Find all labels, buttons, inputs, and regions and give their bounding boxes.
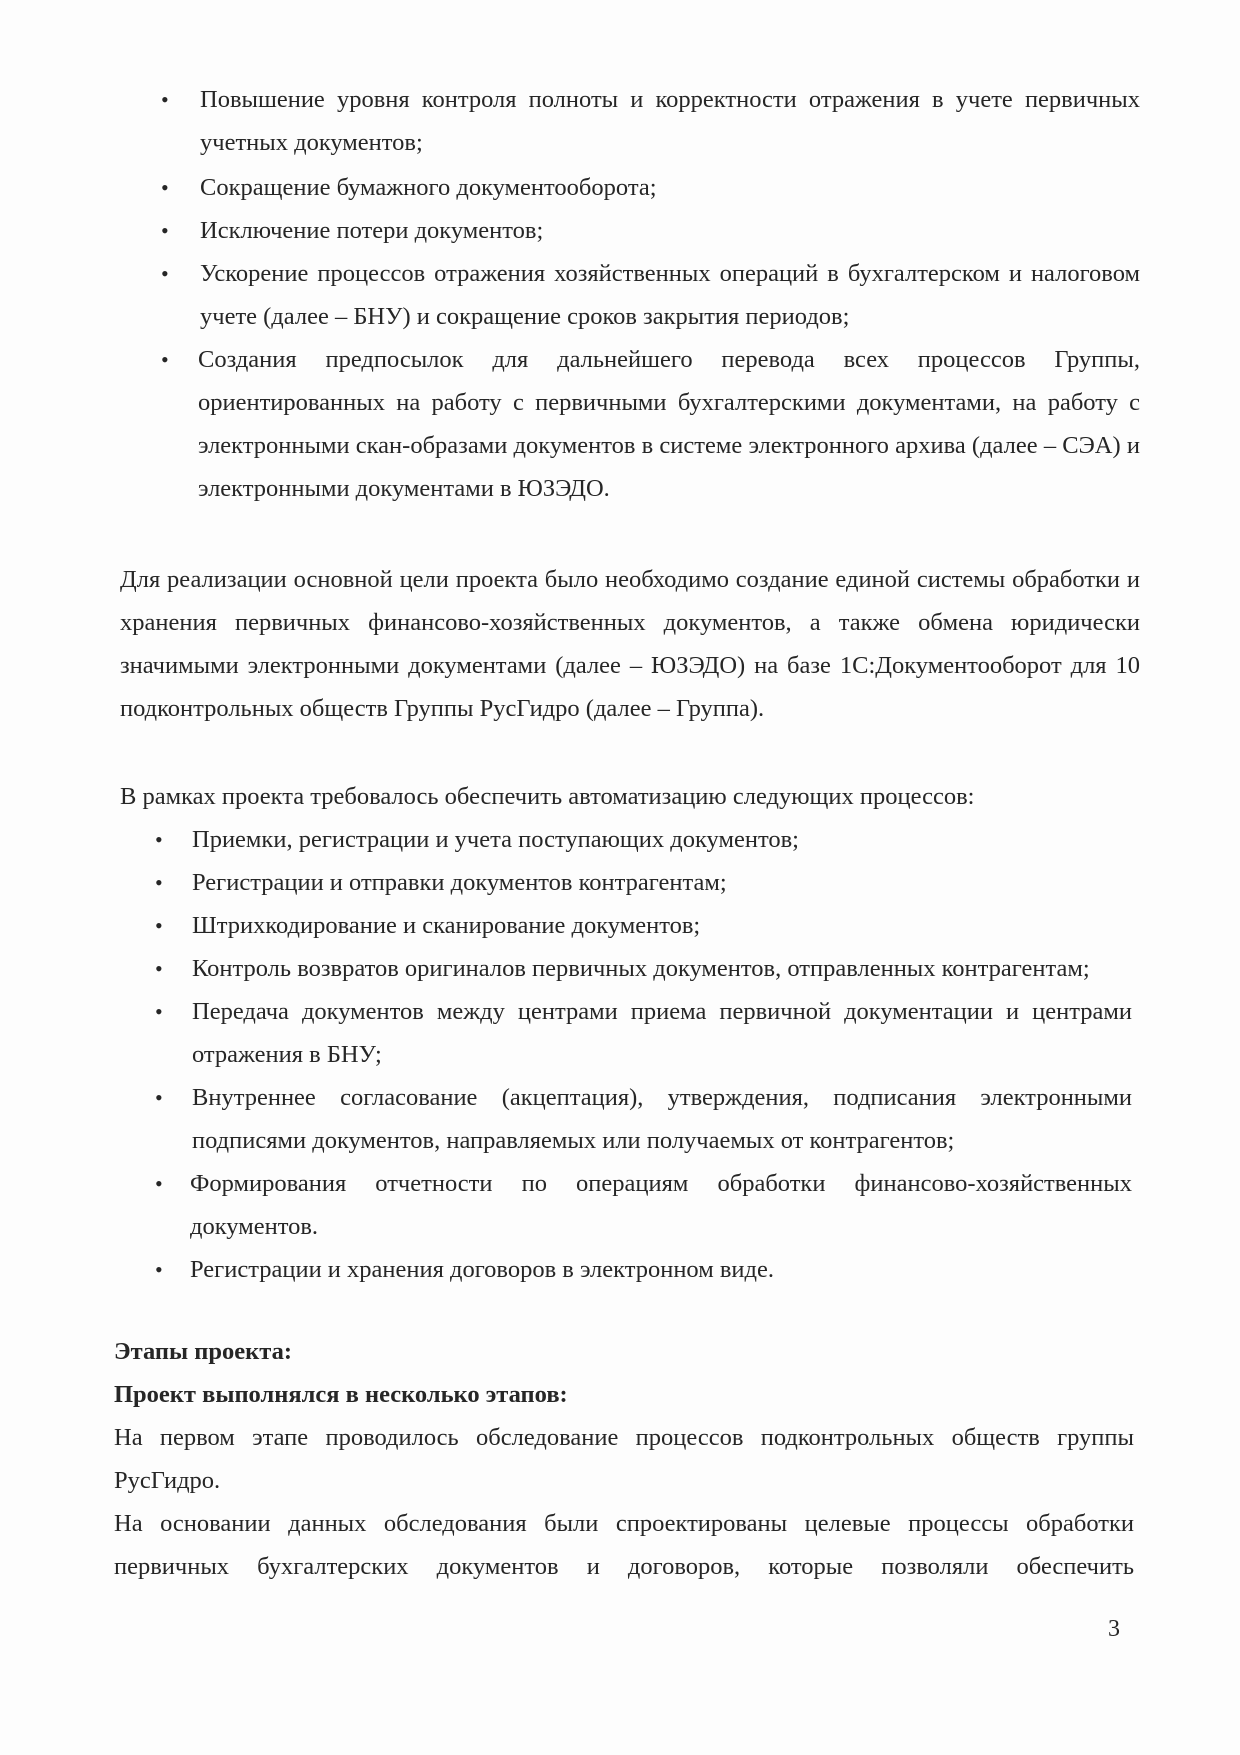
bullet-icon: • xyxy=(155,1257,163,1282)
list-item: Внутреннее согласование (акцептация), утверждения, подписания электронными подписями документов, направляемых или получаемых от контрагентов; xyxy=(192,1084,1132,1154)
paragraph: На основании данных обследования были спроектированы целевые процессы обработки первичных бухгалтерских документов и договоров, которые позволяли обеспечить xyxy=(114,1510,1134,1580)
section-heading: Этапы проекта: xyxy=(114,1338,292,1365)
bullet-icon: • xyxy=(161,218,169,243)
list-item: Регистрации и отправки документов контрагентам; xyxy=(192,869,727,896)
list-item: Создания предпосылок для дальнейшего перевода всех процессов Группы, ориентированных на работу с первичными бухгалтерскими документами, на работу с электронными скан-образами документов в системе электронного архива (далее – СЭА) и электронными документами в ЮЗЭДО. xyxy=(198,346,1140,502)
list-item: Сокращение бумажного документооборота; xyxy=(200,174,657,201)
page-number: 3 xyxy=(1108,1616,1120,1642)
list-item: Повышение уровня контроля полноты и корректности отражения в учете первичных учетных документов; xyxy=(200,86,1140,156)
list-item: Передача документов между центрами приема первичной документации и центрами отражения в БНУ; xyxy=(192,998,1132,1068)
bullet-icon: • xyxy=(155,827,163,852)
list-item: Регистрации и хранения договоров в электронном виде. xyxy=(190,1256,774,1283)
section-subheading: Проект выполнялся в несколько этапов: xyxy=(114,1381,568,1408)
bullet-icon: • xyxy=(155,999,163,1024)
list-item: Контроль возвратов оригиналов первичных документов, отправленных контрагентам; xyxy=(192,955,1090,982)
bullet-icon: • xyxy=(155,1171,163,1196)
list-item: Ускорение процессов отражения хозяйственных операций в бухгалтерском и налоговом учете (далее – БНУ) и сокращение сроков закрытия периодов; xyxy=(200,260,1140,330)
bullet-icon: • xyxy=(155,956,163,981)
bullet-icon: • xyxy=(161,347,169,372)
bullet-icon: • xyxy=(161,175,169,200)
bullet-icon: • xyxy=(155,870,163,895)
paragraph: Для реализации основной цели проекта было необходимо создание единой системы обработки и хранения первичных финансово-хозяйственных документов, а также обмена юридически значимыми электронными документами (далее – ЮЗЭДО) на базе 1С:Документооборот для 10 подконтрольных обществ Группы РусГидро (далее – Группа). xyxy=(120,566,1140,722)
list-item: Исключение потери документов; xyxy=(200,217,544,244)
list-item: Приемки, регистрации и учета поступающих документов; xyxy=(192,826,799,853)
bullet-icon: • xyxy=(161,87,169,112)
paragraph-intro: В рамках проекта требовалось обеспечить автоматизацию следующих процессов: xyxy=(120,783,975,810)
bullet-icon: • xyxy=(161,261,169,286)
list-item: Штрихкодирование и сканирование документов; xyxy=(192,912,701,939)
bullet-icon: • xyxy=(155,1085,163,1110)
bullet-icon: • xyxy=(155,913,163,938)
paragraph: На первом этапе проводилось обследование процессов подконтрольных обществ группы РусГидро. xyxy=(114,1424,1134,1494)
list-item: Формирования отчетности по операциям обработки финансово-хозяйственных документов. xyxy=(190,1170,1132,1240)
